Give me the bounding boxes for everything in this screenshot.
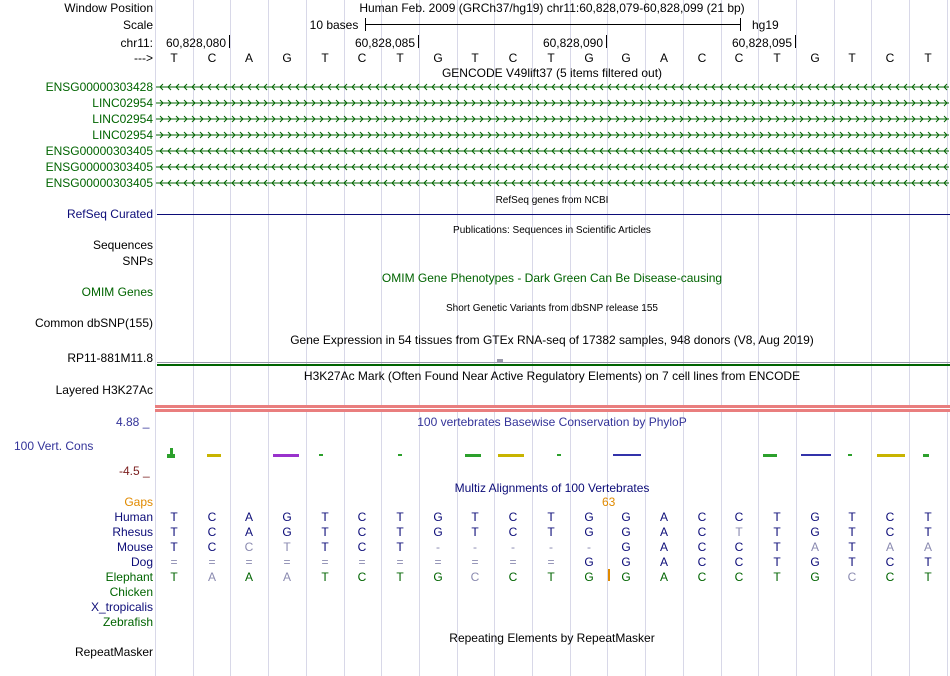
- aligned-base: C: [357, 570, 367, 584]
- h3k27ac-signal-bottom: [155, 409, 950, 412]
- omim-track-label[interactable]: OMIM Genes: [81, 285, 153, 299]
- phylop-mark: [319, 454, 323, 456]
- refseq-track-label[interactable]: RefSeq Curated: [66, 207, 153, 221]
- reference-base: A: [659, 51, 668, 65]
- coordinate-tick-label: 60,828,095: [731, 36, 792, 50]
- aligned-base: T: [848, 540, 856, 554]
- aligned-base: =: [471, 555, 479, 569]
- species-label[interactable]: Human: [114, 510, 153, 524]
- h3k27ac-track-label[interactable]: Layered H3K27Ac: [55, 383, 153, 397]
- aligned-base: T: [547, 570, 555, 584]
- reference-base: G: [810, 51, 820, 65]
- phylop-mark: [877, 454, 905, 457]
- aligned-base: A: [810, 540, 819, 554]
- phylop-mark: [557, 454, 561, 456]
- aligned-base: C: [508, 570, 518, 584]
- gtex-track-title: Gene Expression in 54 tissues from GTEx RNA-seq of 17382 samples, 948 donors (V8, Aug 2019): [290, 333, 814, 347]
- reference-base: C: [885, 51, 895, 65]
- aligned-base: C: [207, 525, 217, 539]
- aligned-base: A: [659, 570, 668, 584]
- aligned-base: C: [207, 540, 217, 554]
- assembly-range: Human Feb. 2009 (GRCh37/hg19) chr11:60,828,079-60,828,099 (21 bp): [359, 1, 745, 15]
- h3k27ac-track-title: H3K27Ac Mark (Often Found Near Active Regulatory Elements) on 7 cell lines from ENCODE: [303, 369, 801, 383]
- aligned-base: T: [773, 525, 781, 539]
- aligned-base: G: [282, 525, 292, 539]
- aligned-base: T: [321, 540, 329, 554]
- aligned-base: C: [207, 510, 217, 524]
- aligned-base: =: [358, 555, 366, 569]
- reference-base: C: [357, 51, 367, 65]
- reference-base: C: [697, 51, 707, 65]
- aligned-base: C: [885, 555, 895, 569]
- phylop-mark: [763, 454, 777, 457]
- aligned-base: G: [433, 525, 443, 539]
- aligned-base: C: [697, 570, 707, 584]
- refseq-gene-line[interactable]: [157, 214, 950, 215]
- aligned-base: -: [436, 540, 440, 554]
- aligned-base: T: [773, 555, 781, 569]
- coordinate-tick-label: 60,828,090: [542, 36, 603, 50]
- aligned-base: T: [396, 525, 404, 539]
- phylop-max-label: 4.88 _: [116, 415, 150, 429]
- aligned-base: =: [321, 555, 329, 569]
- aligned-base: G: [433, 510, 443, 524]
- aligned-base: C: [357, 540, 367, 554]
- aligned-base: A: [244, 510, 253, 524]
- gencode-gene-feature[interactable]: [155, 146, 950, 156]
- coordinate-tick: [795, 35, 796, 48]
- gencode-gene-label[interactable]: ENSG00000303405: [45, 176, 153, 190]
- aligned-base: G: [621, 555, 631, 569]
- gencode-gene-feature[interactable]: [155, 162, 950, 172]
- coordinate-tick: [229, 35, 230, 48]
- insertion-marker: [608, 569, 610, 581]
- dbsnp-track-title: Short Genetic Variants from dbSNP release 155: [446, 303, 658, 314]
- dbsnp-track-label[interactable]: Common dbSNP(155): [34, 316, 153, 330]
- reference-base: C: [508, 51, 518, 65]
- reference-base: T: [396, 51, 404, 65]
- aligned-base: T: [321, 570, 329, 584]
- scale-label: Scale: [122, 18, 153, 32]
- reference-base: C: [734, 51, 744, 65]
- gencode-gene-feature[interactable]: [155, 130, 950, 140]
- omim-track-title: OMIM Gene Phenotypes - Dark Green Can Be Disease-causing: [381, 271, 723, 285]
- aligned-base: C: [244, 540, 254, 554]
- aligned-base: C: [734, 540, 744, 554]
- aligned-base: T: [547, 525, 555, 539]
- aligned-base: T: [773, 510, 781, 524]
- aligned-base: T: [773, 540, 781, 554]
- aligned-base: C: [734, 555, 744, 569]
- phylop-track-label[interactable]: 100 Vert. Cons: [14, 439, 94, 453]
- aligned-base: T: [848, 510, 856, 524]
- aligned-base: A: [659, 510, 668, 524]
- gtex-track-label[interactable]: RP11-881M11.8: [67, 351, 153, 365]
- reference-base: C: [207, 51, 217, 65]
- aligned-base: C: [697, 555, 707, 569]
- gencode-track-title: GENCODE V49lift37 (5 items filtered out): [441, 66, 663, 80]
- phylop-mark: [848, 454, 852, 456]
- repeatmasker-track-title: Repeating Elements by RepeatMasker: [449, 631, 655, 645]
- phylop-mark: [801, 454, 831, 456]
- aligned-base: G: [810, 525, 820, 539]
- aligned-base: A: [244, 525, 253, 539]
- aligned-base: T: [848, 555, 856, 569]
- reference-base: T: [170, 51, 178, 65]
- phylop-mark: [207, 454, 221, 457]
- aligned-base: T: [924, 570, 932, 584]
- aligned-base: A: [659, 525, 668, 539]
- aligned-base: A: [659, 540, 668, 554]
- aligned-base: T: [321, 510, 329, 524]
- aligned-base: =: [434, 555, 442, 569]
- aligned-base: -: [549, 540, 553, 554]
- aligned-base: C: [885, 510, 895, 524]
- phylop-mark: [398, 454, 402, 456]
- aligned-base: A: [244, 570, 253, 584]
- reference-base: G: [584, 51, 594, 65]
- aligned-base: G: [621, 510, 631, 524]
- coordinate-tick-label: 60,828,085: [354, 36, 415, 50]
- reference-base: G: [621, 51, 631, 65]
- gencode-gene-feature[interactable]: [155, 98, 950, 108]
- coordinate-tick: [418, 35, 419, 48]
- aligned-base: T: [773, 570, 781, 584]
- aligned-base: T: [321, 525, 329, 539]
- gtex-expression-mark: [497, 359, 503, 363]
- phylop-signal: [155, 440, 950, 470]
- aligned-base: T: [848, 525, 856, 539]
- aligned-base: G: [584, 525, 594, 539]
- coordinate-tick: [606, 35, 607, 48]
- aligned-base: =: [208, 555, 216, 569]
- aligned-base: A: [207, 570, 216, 584]
- aligned-base: T: [396, 510, 404, 524]
- scale-bar: [365, 18, 741, 31]
- aligned-base: G: [584, 510, 594, 524]
- species-label[interactable]: Dog: [130, 555, 153, 569]
- reference-base: T: [848, 51, 856, 65]
- species-label[interactable]: Rhesus: [112, 525, 153, 539]
- reference-base: T: [773, 51, 781, 65]
- aligned-base: G: [584, 570, 594, 584]
- aligned-base: A: [885, 540, 894, 554]
- gencode-gene-feature[interactable]: [155, 178, 950, 188]
- gencode-gene-label[interactable]: LINC02954: [92, 128, 153, 142]
- gencode-gene-feature[interactable]: [155, 82, 950, 92]
- species-label[interactable]: Zebrafish: [102, 615, 153, 629]
- aligned-base: T: [924, 510, 932, 524]
- aligned-base: C: [734, 570, 744, 584]
- aligned-base: T: [396, 540, 404, 554]
- chrom-label: chr11:: [120, 36, 153, 50]
- window-position-label: Window Position: [64, 1, 153, 15]
- aligned-base: G: [621, 525, 631, 539]
- gencode-gene-feature[interactable]: [155, 114, 950, 124]
- scale-db: hg19: [752, 18, 779, 32]
- aligned-base: G: [621, 570, 631, 584]
- gaps-label[interactable]: Gaps: [124, 495, 153, 509]
- aligned-base: C: [847, 570, 857, 584]
- aligned-base: -: [511, 540, 515, 554]
- aligned-base: A: [659, 555, 668, 569]
- reference-base: T: [471, 51, 479, 65]
- aligned-base: A: [282, 570, 291, 584]
- publications-track-title: Publications: Sequences in Scientific Articles: [453, 225, 651, 236]
- aligned-base: =: [283, 555, 291, 569]
- phylop-mark: [465, 454, 481, 457]
- aligned-base: T: [471, 510, 479, 524]
- phylop-min-label: -4.5 _: [119, 464, 150, 478]
- aligned-base: T: [924, 555, 932, 569]
- aligned-base: T: [170, 540, 178, 554]
- gencode-gene-label[interactable]: LINC02954: [92, 96, 153, 110]
- strand-arrow: --->: [134, 51, 153, 65]
- aligned-base: C: [508, 510, 518, 524]
- reference-base: T: [924, 51, 932, 65]
- phylop-track-title: 100 vertebrates Basewise Conservation by PhyloP: [417, 415, 687, 429]
- gencode-gene-label[interactable]: ENSG00000303405: [45, 160, 153, 174]
- reference-base: A: [244, 51, 253, 65]
- aligned-base: T: [283, 540, 291, 554]
- repeatmasker-track-label[interactable]: RepeatMasker: [74, 645, 153, 659]
- multiz-track-title: Multiz Alignments of 100 Vertebrates: [454, 481, 650, 495]
- publications-sequences-label[interactable]: Sequences: [92, 238, 153, 252]
- aligned-base: T: [170, 525, 178, 539]
- aligned-base: G: [621, 540, 631, 554]
- phylop-mark: [167, 454, 175, 458]
- aligned-base: C: [508, 525, 518, 539]
- aligned-base: G: [282, 510, 292, 524]
- aligned-base: =: [170, 555, 178, 569]
- reference-base: T: [321, 51, 329, 65]
- publications-snps-label[interactable]: SNPs: [122, 254, 153, 268]
- phylop-mark: [923, 454, 929, 457]
- species-label[interactable]: Elephant: [105, 570, 153, 584]
- reference-base: G: [433, 51, 443, 65]
- aligned-base: G: [433, 570, 443, 584]
- reference-base: T: [547, 51, 555, 65]
- aligned-base: A: [923, 540, 932, 554]
- aligned-base: =: [396, 555, 404, 569]
- aligned-base: =: [245, 555, 253, 569]
- refseq-track-title: RefSeq genes from NCBI: [495, 195, 609, 206]
- aligned-base: C: [357, 525, 367, 539]
- aligned-base: T: [396, 570, 404, 584]
- aligned-base: C: [697, 510, 707, 524]
- aligned-base: -: [473, 540, 477, 554]
- phylop-mark: [498, 454, 524, 457]
- species-label[interactable]: X_tropicalis: [90, 600, 153, 614]
- aligned-base: T: [735, 525, 743, 539]
- gaps-count: 63: [602, 495, 616, 509]
- phylop-mark: [613, 454, 641, 456]
- gtex-divider: [157, 364, 950, 366]
- aligned-base: G: [810, 555, 820, 569]
- aligned-base: -: [587, 540, 591, 554]
- aligned-base: T: [924, 525, 932, 539]
- aligned-base: C: [885, 570, 895, 584]
- species-label[interactable]: Chicken: [109, 585, 153, 599]
- reference-base: G: [282, 51, 292, 65]
- scale-bases-text: 10 bases: [309, 18, 359, 32]
- gencode-gene-label[interactable]: ENSG00000303405: [45, 144, 153, 158]
- aligned-base: G: [810, 510, 820, 524]
- gencode-gene-label[interactable]: LINC02954: [92, 112, 153, 126]
- aligned-base: C: [357, 510, 367, 524]
- aligned-base: T: [170, 510, 178, 524]
- aligned-base: C: [734, 510, 744, 524]
- aligned-base: C: [697, 525, 707, 539]
- aligned-base: C: [470, 570, 480, 584]
- aligned-base: C: [885, 525, 895, 539]
- aligned-base: T: [170, 570, 178, 584]
- aligned-base: G: [584, 555, 594, 569]
- gencode-gene-label[interactable]: ENSG00000303428: [45, 80, 153, 94]
- gtex-gene-line[interactable]: [157, 362, 950, 363]
- aligned-base: G: [810, 570, 820, 584]
- phylop-mark: [273, 454, 299, 457]
- aligned-base: C: [697, 540, 707, 554]
- aligned-base: T: [471, 525, 479, 539]
- aligned-base: T: [547, 510, 555, 524]
- aligned-base: =: [509, 555, 517, 569]
- phylop-peak: [170, 448, 173, 454]
- coordinate-tick-label: 60,828,080: [165, 36, 226, 50]
- species-label[interactable]: Mouse: [116, 540, 153, 554]
- aligned-base: =: [547, 555, 555, 569]
